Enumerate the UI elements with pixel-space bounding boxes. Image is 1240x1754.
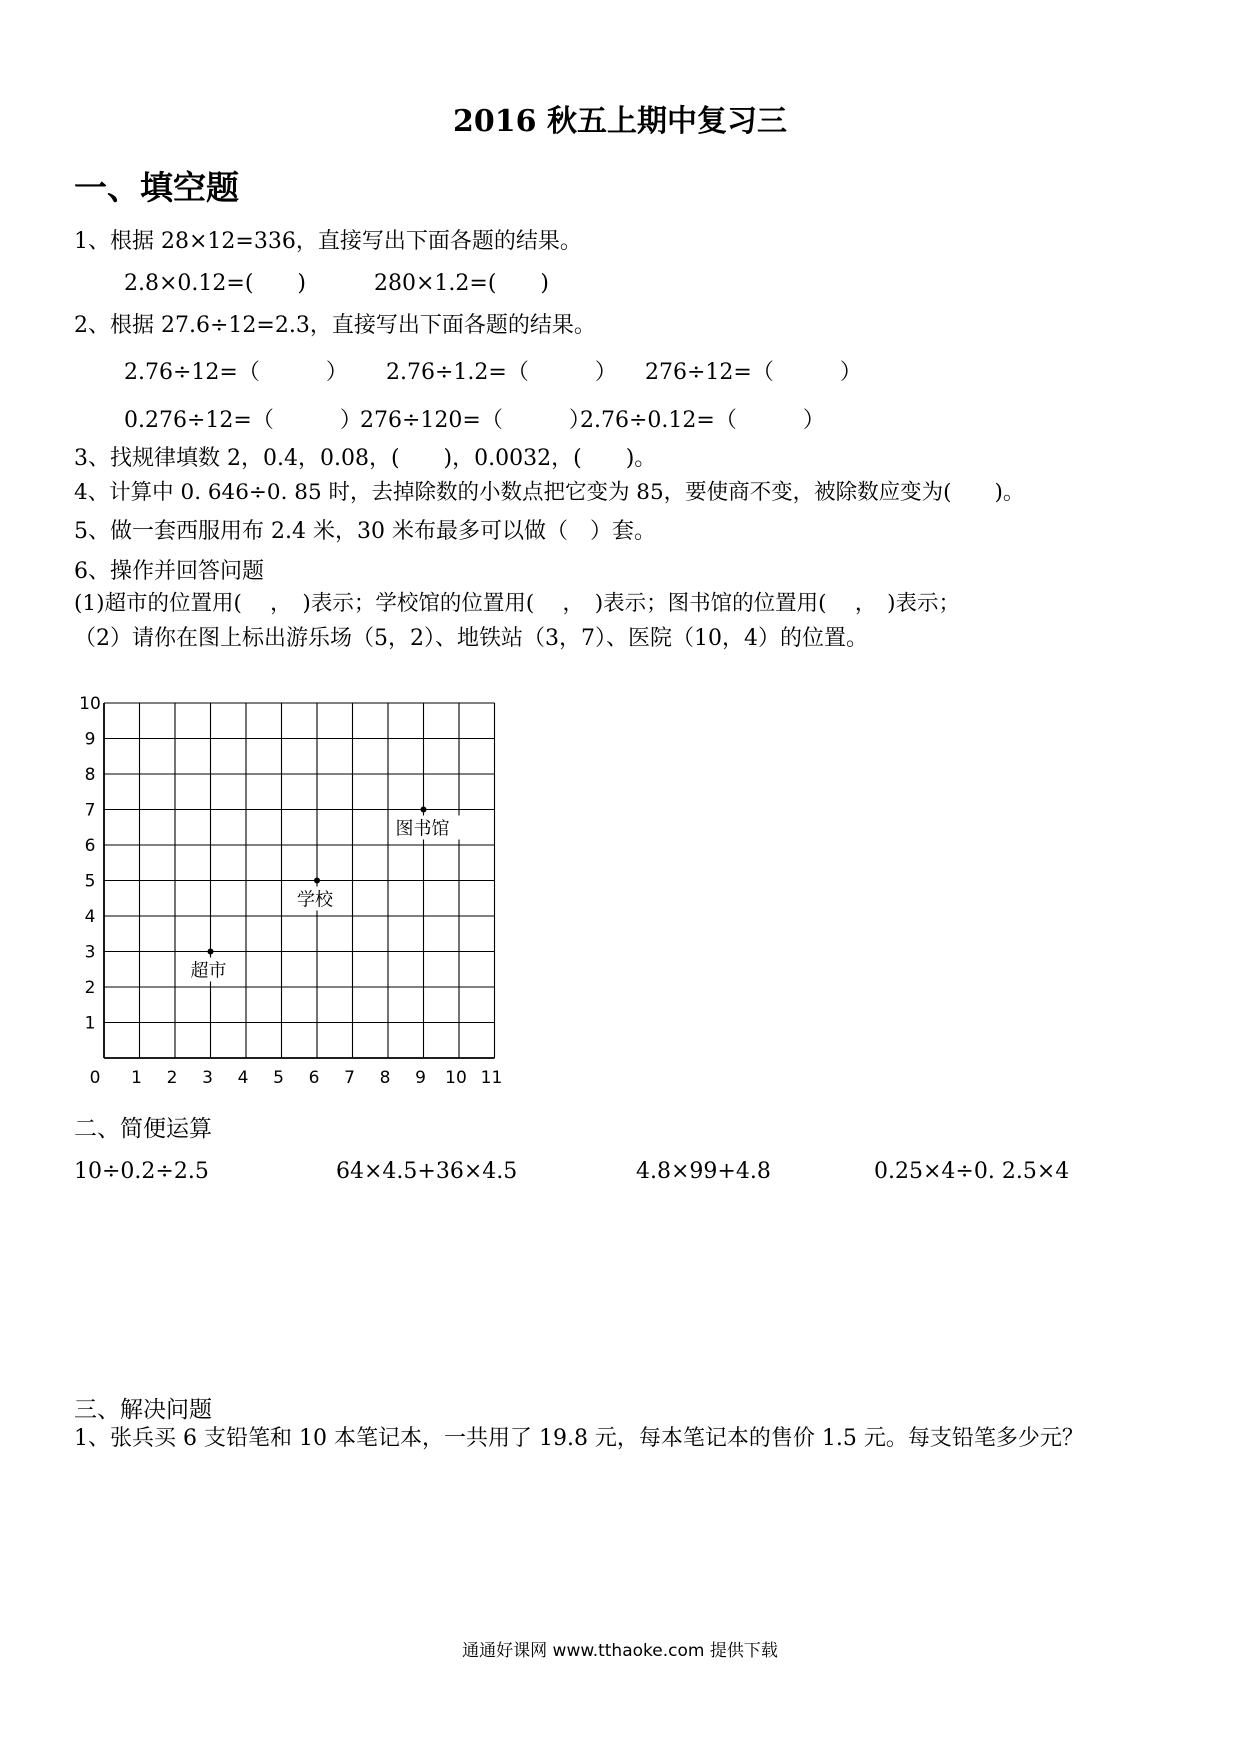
x-tick-label: 0 — [89, 1068, 101, 1088]
x-tick-label: 2 — [166, 1068, 178, 1088]
y-tick-label: 10 — [79, 694, 101, 714]
question-6-part-2: （2）请你在图上标出游乐场（5，2）、地铁站（3，7）、医院（10，4）的位置。 — [74, 626, 868, 651]
question-1-item-2: 280×1.2=( ) — [374, 271, 550, 296]
point-label: 图书馆 — [395, 818, 450, 840]
footer-credit: 通通好课网 www.tthaoke.com 提供下载 — [462, 1641, 778, 1661]
point-label: 学校 — [297, 889, 333, 911]
question-5: 5、做一套西服用布 2.4 米，30 米布最多可以做（ ）套。 — [74, 519, 656, 544]
question-1: 1、根据 28×12=336，直接写出下面各题的结果。 — [74, 229, 582, 254]
point-label: 超市 — [190, 960, 227, 982]
x-tick-label: 4 — [237, 1068, 249, 1088]
x-tick-label: 10 — [445, 1068, 467, 1088]
grid-point — [421, 807, 427, 813]
section-heading-problems: 三、解决问题 — [74, 1397, 212, 1423]
grid-point — [314, 878, 320, 884]
y-tick-label: 4 — [84, 907, 96, 927]
question-6-part-1: (1)超市的位置用( ， )表示；学校馆的位置用( ， )表示；图书馆的位置用( ， )表示； — [74, 591, 961, 616]
x-tick-label: 7 — [344, 1068, 355, 1088]
question-6: 6、操作并回答问题 — [74, 559, 264, 584]
x-tick-label: 9 — [415, 1068, 426, 1088]
question-4: 4、计算中 0. 646÷0. 85 时，去掉除数的小数点把它变为 85，要使商不变，被除数应变为( )。 — [74, 480, 1025, 505]
y-tick-label: 1 — [84, 1013, 96, 1034]
y-tick-label: 2 — [84, 978, 96, 998]
y-tick-label: 3 — [84, 942, 96, 963]
x-tick-label: 5 — [273, 1068, 284, 1088]
x-tick-label: 11 — [480, 1068, 503, 1088]
y-tick-label: 5 — [84, 871, 96, 892]
y-tick-label: 7 — [84, 800, 96, 821]
page-title: 2016 秋五上期中复习三 — [453, 104, 787, 139]
x-tick-label: 3 — [202, 1068, 213, 1088]
section-heading-fill-in: 一、填空题 — [74, 168, 239, 207]
question-2-item-6: 2.76÷0.12=（ ） — [580, 408, 825, 433]
question-2-item-3: 276÷12=（ ） — [645, 360, 862, 385]
calc-item-3: 4.8×99+4.8 — [636, 1159, 771, 1184]
question-2-item-2: 2.76÷1.2=（ ） — [386, 360, 617, 385]
y-tick-label: 6 — [84, 836, 96, 856]
question-2-item-5: 276÷120=（ ） — [360, 408, 591, 433]
calc-item-4: 0.25×4÷0. 2.5×4 — [874, 1159, 1070, 1184]
section-heading-calculation: 二、简便运算 — [74, 1116, 212, 1142]
y-tick-label: 9 — [84, 729, 96, 750]
question-2-item-4: 0.276÷12=（ ） — [124, 408, 362, 433]
calc-item-1: 10÷0.2÷2.5 — [74, 1159, 209, 1184]
x-tick-label: 8 — [379, 1068, 391, 1088]
problem-1: 1、张兵买 6 支铅笔和 10 本笔记本，一共用了 19.8 元，每本笔记本的售价 1.5 元。每支铅笔多少元？ — [74, 1426, 1084, 1451]
coordinate-grid-svg — [70, 694, 520, 1106]
question-1-item-1: 2.8×0.12=( ) — [124, 271, 307, 296]
calc-item-2: 64×4.5+36×4.5 — [336, 1159, 518, 1184]
y-tick-label: 8 — [84, 765, 96, 785]
question-2: 2、根据 27.6÷12=2.3，直接写出下面各题的结果。 — [74, 313, 596, 338]
question-3: 3、找规律填数 2，0.4，0.08，( )，0.0032，( )。 — [74, 446, 657, 471]
x-tick-label: 1 — [131, 1068, 142, 1088]
x-tick-label: 6 — [308, 1068, 320, 1088]
coordinate-grid — [70, 694, 520, 1106]
grid-point — [208, 949, 214, 955]
question-2-item-1: 2.76÷12=（ ） — [124, 360, 348, 385]
